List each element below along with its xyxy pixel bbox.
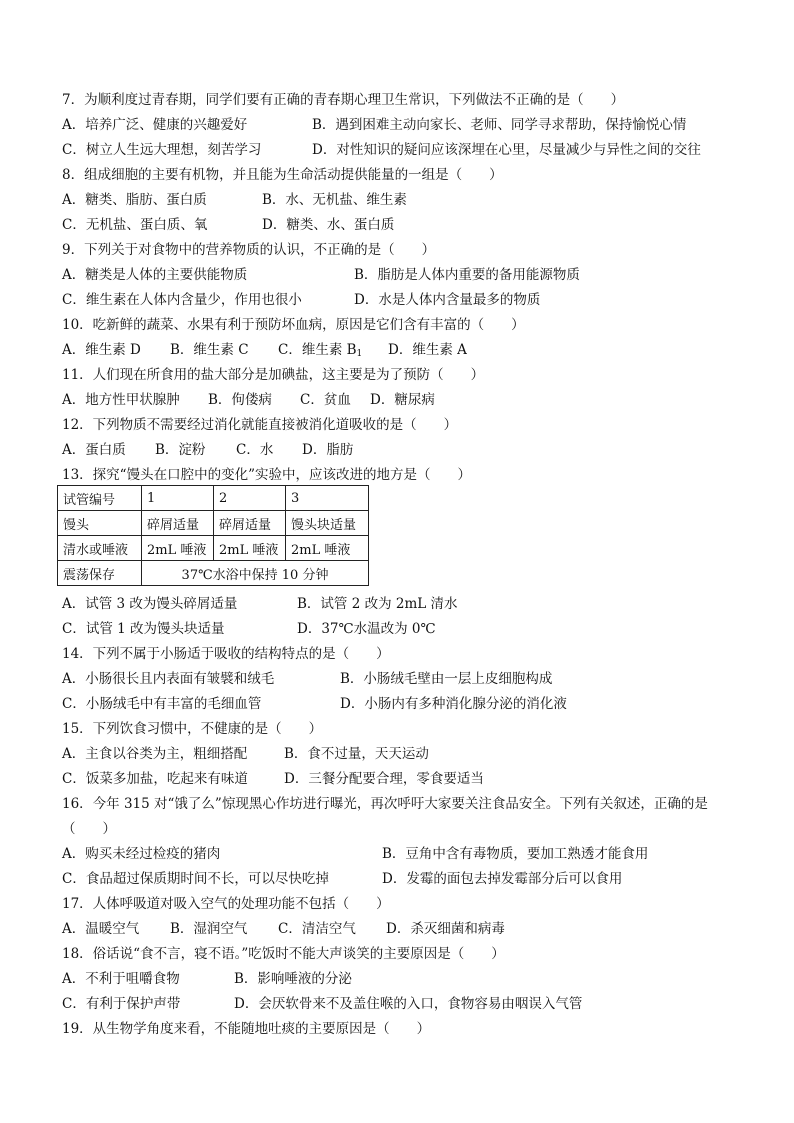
question-14-stem: 14．下列不属于小肠适于吸收的结构特点的是（ ）: [62, 646, 390, 662]
experiment-table: [57, 485, 369, 586]
table-cell: 2mL 唾液: [286, 536, 369, 561]
question-17-option-b: B．湿润空气: [170, 921, 248, 937]
table-cell: 震荡保存: [58, 561, 142, 586]
question-9-option-b: B．脂肪是人体内重要的备用能源物质: [354, 267, 580, 283]
table-row: [58, 561, 369, 586]
question-10-option-b: B．维生素 C: [170, 342, 249, 358]
question-13-option-b: B．试管 2 改为 2mL 清水: [297, 596, 458, 612]
question-17-option-a: A．温暖空气: [62, 921, 140, 937]
question-9-option-a: A．糖类是人体的主要供能物质: [62, 267, 248, 283]
question-16-stem: 16．今年 315 对“饿了么”惊现黑心作坊进行曝光，再次呼吁大家要关注食品安全。下列有关叙述，正确的是: [62, 796, 708, 812]
table-cell: 2mL 唾液: [142, 536, 214, 561]
question-7-option-c: C．树立人生远大理想，刻苦学习: [62, 142, 262, 158]
question-11-option-a: A．地方性甲状腺肿: [62, 392, 180, 408]
table-row: [58, 511, 369, 536]
question-11-stem: 11．人们现在所食用的盐大部分是加碘盐，这主要是为了预防（ ）: [62, 367, 485, 383]
question-13-stem: 13．探究“馒头在口腔中的变化”实验中，应该改进的地方是（ ）: [62, 467, 471, 483]
question-9-option-d: D．水是人体内含量最多的物质: [354, 292, 541, 308]
question-18-option-b: B．影响唾液的分泌: [234, 971, 352, 987]
question-18-stem: 18．俗话说“食不言，寝不语。”吃饭时不能大声谈笑的主要原因是（ ）: [62, 946, 505, 962]
question-16-option-c: C．食品超过保质期时间不长，可以尽快吃掉: [62, 871, 329, 887]
question-11-option-c: C．贫血: [300, 392, 351, 408]
question-17-option-c: C．清洁空气: [278, 921, 356, 937]
question-13-option-d: D．37℃水温改为 0℃: [297, 621, 436, 637]
question-18-option-d: D．会厌软骨来不及盖住喉的入口，食物容易由咽误入气管: [234, 996, 583, 1012]
question-15-option-b: B．食不过量，天天运动: [284, 746, 429, 762]
table-cell: 馒头: [58, 511, 142, 536]
option-c-text: C．维生素 B: [278, 342, 357, 358]
table-row: [58, 536, 369, 561]
subscript: 1: [356, 349, 363, 359]
question-16-option-a: A．购买未经过检疫的猪肉: [62, 846, 221, 862]
question-15-option-d: D．三餐分配要合理，零食要适当: [284, 771, 484, 787]
question-19-stem: 19．从生物学角度来看，不能随地吐痰的主要原因是（ ）: [62, 1021, 431, 1037]
question-17-stem: 17．人体呼吸道对吸入空气的处理功能不包括（ ）: [62, 896, 390, 912]
table-cell: 2: [214, 486, 286, 511]
table-cell: 碎屑适量: [142, 511, 214, 536]
table-row: [58, 486, 369, 511]
question-8-option-a: A．糖类、脂肪、蛋白质: [62, 192, 207, 208]
question-8-option-b: B．水、无机盐、维生素: [262, 192, 407, 208]
question-12-option-c: C．水: [236, 442, 274, 458]
question-7-option-b: B．遇到困难主动向家长、老师、同学寻求帮助，保持愉悦心情: [312, 117, 687, 133]
table-cell: 清水或唾液: [58, 536, 142, 561]
question-16-stem-continued: （ ）: [62, 821, 116, 837]
question-11-option-d: D．糖尿病: [370, 392, 435, 408]
question-7-stem: 7．为顺利度过青春期，同学们要有正确的青春期心理卫生常识，下列做法不正确的是（ ）: [62, 92, 625, 108]
question-7-option-a: A．培养广泛、健康的兴趣爱好: [62, 117, 248, 133]
question-8-option-d: D．糖类、水、蛋白质: [262, 217, 395, 233]
question-12-stem: 12．下列物质不需要经过消化就能直接被消化道吸收的是（ ）: [62, 417, 458, 433]
question-17-option-d: D．杀灭细菌和病毒: [386, 921, 505, 937]
question-18-option-a: A．不利于咀嚼食物: [62, 971, 180, 987]
table-cell: 2mL 唾液: [214, 536, 286, 561]
table-cell-merged: 37℃水浴中保持 10 分钟: [142, 561, 369, 586]
question-15-stem: 15．下列饮食习惯中，不健康的是（ ）: [62, 721, 323, 737]
table-cell: 馒头块适量: [286, 511, 369, 536]
question-14-option-d: D．小肠内有多种消化腺分泌的消化液: [340, 696, 567, 712]
question-9-stem: 9．下列关于对食物中的营养物质的认识，不正确的是（ ）: [62, 242, 436, 258]
question-12-option-b: B．淀粉: [155, 442, 206, 458]
table-cell: 试管编号: [58, 486, 142, 511]
question-16-option-b: B．豆角中含有毒物质，要加工熟透才能食用: [382, 846, 649, 862]
question-7-option-d: D．对性知识的疑问应该深埋在心里，尽量减少与异性之间的交往: [312, 142, 701, 158]
question-15-option-a: A．主食以谷类为主，粗细搭配: [62, 746, 248, 762]
table-cell: 碎屑适量: [214, 511, 286, 536]
question-16-option-d: D．发霉的面包去掉发霉部分后可以食用: [382, 871, 623, 887]
question-11-option-b: B．佝偻病: [208, 392, 272, 408]
question-8-option-c: C．无机盐、蛋白质、氧: [62, 217, 208, 233]
question-10-stem: 10．吃新鲜的蔬菜、水果有利于预防坏血病，原因是它们含有丰富的（ ）: [62, 317, 525, 333]
question-13-option-a: A．试管 3 改为馒头碎屑适量: [62, 596, 238, 612]
question-10-option-a: A．维生素 D: [62, 342, 141, 358]
question-12-option-a: A．蛋白质: [62, 442, 126, 458]
table-cell: 1: [142, 486, 214, 511]
question-10-option-c: [278, 341, 362, 363]
question-14-option-b: B．小肠绒毛壁由一层上皮细胞构成: [340, 671, 553, 687]
question-18-option-c: C．有利于保护声带: [62, 996, 181, 1012]
table-cell: 3: [286, 486, 369, 511]
question-8-stem: 8．组成细胞的主要有机物，并且能为生命活动提供能量的一组是（ ）: [62, 167, 503, 183]
question-14-option-a: A．小肠很长且内表面有皱襞和绒毛: [62, 671, 275, 687]
question-12-option-d: D．脂肪: [302, 442, 354, 458]
question-10-option-d: D．维生素 A: [388, 342, 467, 358]
question-14-option-c: C．小肠绒毛中有丰富的毛细血管: [62, 696, 262, 712]
question-15-option-c: C．饭菜多加盐，吃起来有味道: [62, 771, 248, 787]
question-13-option-c: C．试管 1 改为馒头块适量: [62, 621, 225, 637]
question-9-option-c: C．维生素在人体内含量少，作用也很小: [62, 292, 302, 308]
